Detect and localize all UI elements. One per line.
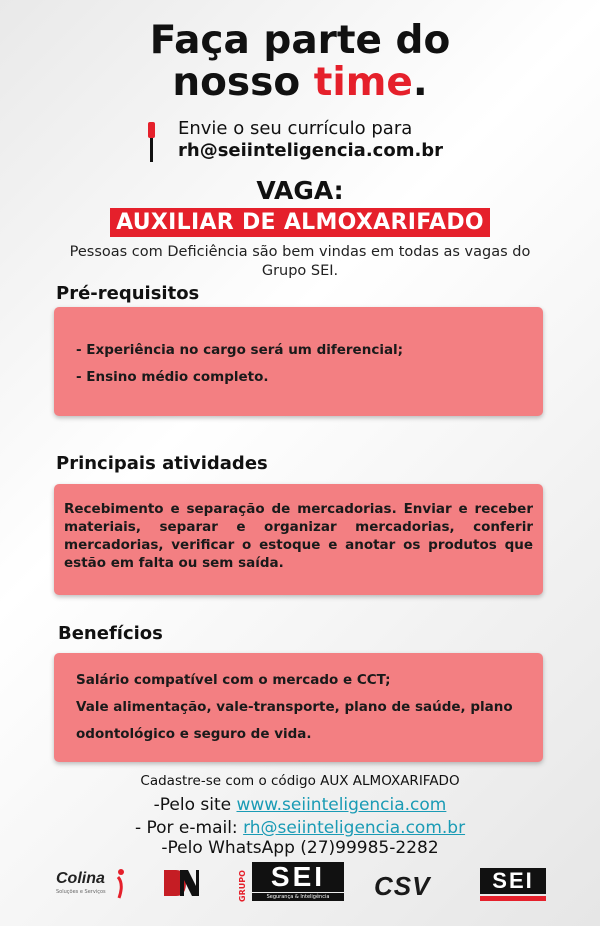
signup-code-text: Cadastre-se com o código AUX ALMOXARIFADO	[140, 773, 460, 789]
vaga-label: VAGA:	[256, 176, 344, 205]
grupo-sei-logo: GRUPO SEI Segurança & Inteligência	[238, 862, 348, 906]
role-title: AUXILIAR DE ALMOXARIFADO	[110, 208, 490, 237]
requirements-heading: Pré-requisitos	[56, 283, 200, 304]
benefit-item: Vale alimentação, vale-transporte, plano de saúde, plano	[76, 699, 513, 715]
headline-line2: nosso time.	[172, 60, 428, 105]
role-banner	[0, 208, 600, 237]
activities-heading: Principais atividades	[56, 453, 268, 474]
activities-text: Recebimento e separação de mercadorias. Enviar e receber materiais, separar e organizar mercadorias, conferir mercadorias, verificar o estoque e anotar os produtos que estão em falta ou sem saída.	[64, 501, 533, 571]
partner-logos	[50, 862, 550, 912]
activities-card	[54, 484, 543, 595]
colina-figure-icon	[114, 868, 128, 900]
benefits-card	[54, 653, 543, 762]
pcd-note: Pessoas com Deficiência são bem vindas em todas as vagas do Grupo SEI.	[69, 244, 531, 279]
dn-logo	[162, 868, 202, 908]
headline-line1: Faça parte do	[149, 18, 451, 63]
whatsapp-line: -Pelo WhatsApp (27)99985-2282	[161, 838, 439, 858]
send-cv-email: rh@seiinteligencia.com.br	[178, 140, 444, 161]
dn-mark-icon	[162, 868, 200, 898]
email-link[interactable]: rh@seiinteligencia.com.br	[243, 818, 466, 838]
sei-logo: SEI	[480, 868, 546, 904]
accent-bar-icon	[150, 122, 153, 162]
requirement-item: - Ensino médio completo.	[76, 369, 269, 385]
site-line: -Pelo site www.seiinteligencia.com	[153, 795, 447, 815]
headline-highlight: time	[313, 60, 413, 105]
site-link[interactable]: www.seiinteligencia.com	[236, 795, 447, 815]
requirements-card	[54, 307, 543, 416]
email-line: - Por e-mail: rh@seiinteligencia.com.br	[134, 818, 466, 838]
headline	[0, 20, 600, 104]
colina-logo: Colina Soluções e Serviços	[56, 870, 126, 910]
csv-logo: CSV	[374, 871, 431, 901]
benefit-item: odontológico e seguro de vida.	[76, 726, 312, 742]
benefit-item: Salário compatível com o mercado e CCT;	[76, 672, 391, 688]
benefits-heading: Benefícios	[58, 623, 163, 644]
requirement-item: - Experiência no cargo será um diferencial;	[76, 342, 404, 358]
send-cv-text: Envie o seu currículo para	[178, 118, 413, 139]
